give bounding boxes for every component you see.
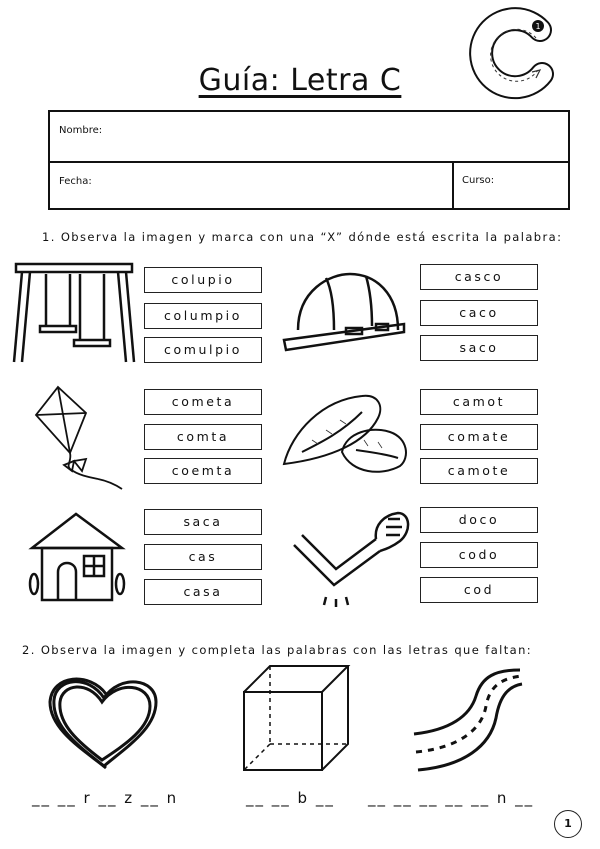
option-saco[interactable]: saco [420, 335, 538, 361]
hard-hat-image [280, 268, 410, 358]
swing-set-image [12, 260, 137, 365]
option-casco[interactable]: casco [420, 264, 538, 290]
sweet-potatoes-image [282, 392, 412, 477]
elbow-image [290, 505, 415, 610]
name-row[interactable] [50, 112, 568, 163]
option-caco[interactable]: caco [420, 300, 538, 326]
date-label: Fecha: [59, 176, 92, 187]
blank-word-cube[interactable]: __ __ b __ [246, 789, 335, 807]
road-image [410, 666, 525, 776]
option-colupio[interactable]: colupio [144, 267, 262, 293]
house-image [28, 510, 128, 605]
option-cas[interactable]: cas [144, 544, 262, 570]
option-cometa[interactable]: cometa [144, 389, 262, 415]
option-saca[interactable]: saca [144, 509, 262, 535]
option-casa[interactable]: casa [144, 579, 262, 605]
page-title: Guía: Letra C [198, 63, 402, 98]
option-comta[interactable]: comta [144, 424, 262, 450]
course-label: Curso: [462, 175, 495, 186]
option-coemta[interactable]: coemta [144, 458, 262, 484]
option-camot[interactable]: camot [420, 389, 538, 415]
option-cod[interactable]: cod [420, 577, 538, 603]
cube-image [240, 662, 352, 774]
course-cell[interactable] [452, 161, 572, 210]
option-codo[interactable]: codo [420, 542, 538, 568]
option-doco[interactable]: doco [420, 507, 538, 533]
letter-c-tracing-icon [470, 8, 560, 98]
option-camote[interactable]: camote [420, 458, 538, 484]
option-comulpio[interactable]: comulpio [144, 337, 262, 363]
blank-word-road[interactable]: __ __ __ __ __ n __ [368, 789, 535, 807]
kite-image [28, 385, 128, 490]
name-label: Nombre: [59, 125, 103, 136]
option-comate[interactable]: comate [420, 424, 538, 450]
heart-image [48, 672, 163, 772]
question-2-instruction: 2. Observa la imagen y completa las palabras con las letras que faltan: [22, 643, 533, 657]
option-columpio[interactable]: columpio [144, 303, 262, 329]
question-1-instruction: 1. Observa la imagen y marca con una “X” dónde está escrita la palabra: [42, 230, 563, 244]
blank-word-heart[interactable]: __ __ r __ z __ n [32, 789, 179, 807]
page-number: 1 [554, 810, 582, 838]
stroke-number: 1 [535, 22, 541, 31]
student-info-box [48, 110, 570, 210]
